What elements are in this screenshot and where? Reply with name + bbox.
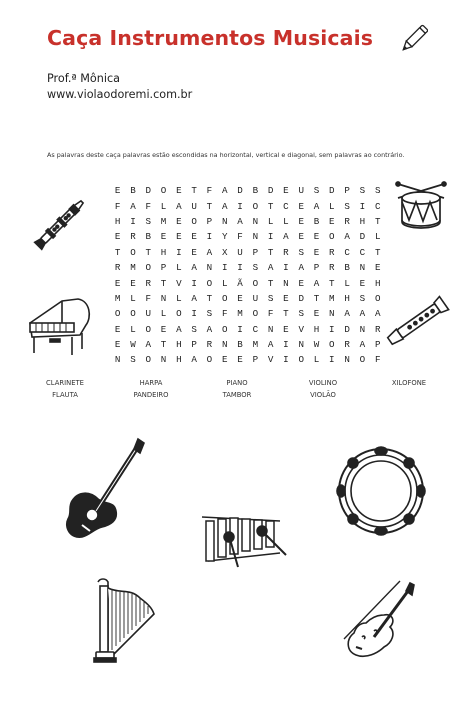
grid-letter: R [329, 262, 335, 274]
grid-letter: I [237, 200, 243, 212]
grid-letter: U [145, 308, 151, 320]
grid-letter: A [237, 215, 243, 227]
grid-row [110, 337, 385, 352]
grid-letter: L [267, 215, 274, 227]
grid-letter: S [359, 292, 366, 304]
grid-letter: P [191, 339, 197, 351]
grid-letter: A [344, 231, 350, 243]
grid-letter: R [145, 277, 151, 289]
grid-letter: O [329, 339, 335, 351]
word-item: CLARINETE [46, 379, 84, 387]
word-search-grid [110, 183, 385, 368]
grid-letter: P [252, 354, 259, 366]
grid-letter: T [145, 246, 151, 258]
grid-letter: A [359, 339, 366, 351]
grid-letter: L [221, 277, 228, 289]
grid-letter: U [298, 185, 304, 197]
grid-letter: O [145, 323, 151, 335]
grid-letter: T [313, 292, 320, 304]
grid-row [110, 275, 385, 290]
grid-letter: I [283, 339, 289, 351]
grid-letter: E [114, 231, 121, 243]
grid-letter: W [313, 339, 320, 351]
grid-letter: C [344, 246, 350, 258]
grid-letter: E [283, 323, 289, 335]
grid-letter: L [160, 308, 167, 320]
grid-letter: O [130, 246, 136, 258]
grid-letter: L [160, 200, 167, 212]
grid-letter: O [329, 231, 335, 243]
grid-letter: R [283, 246, 289, 258]
grid-letter: H [160, 246, 167, 258]
grid-letter: A [221, 200, 228, 212]
grid-letter: E [313, 308, 320, 320]
grid-letter: O [130, 308, 136, 320]
grid-letter: E [298, 200, 304, 212]
grid-letter: Y [221, 231, 228, 243]
grid-letter: E [283, 292, 289, 304]
grid-letter: E [160, 231, 167, 243]
grid-letter: R [344, 339, 350, 351]
grid-letter: L [176, 262, 182, 274]
grid-letter: E [191, 231, 197, 243]
pencil-icon [400, 24, 428, 54]
grid-letter: M [130, 262, 136, 274]
author-info [47, 71, 192, 103]
grid-letter: U [252, 292, 259, 304]
grid-letter: E [176, 231, 182, 243]
grid-letter: N [329, 308, 335, 320]
word-item: HARPA [139, 379, 163, 387]
grid-letter: O [298, 354, 304, 366]
grid-letter: I [130, 215, 136, 227]
grid-letter: E [176, 185, 182, 197]
grid-letter: P [206, 215, 213, 227]
grid-letter: A [374, 308, 381, 320]
grid-letter: E [221, 354, 228, 366]
grid-letter: O [191, 215, 197, 227]
grid-letter: A [191, 354, 197, 366]
grid-letter: R [206, 339, 213, 351]
grid-letter: P [252, 246, 259, 258]
grid-letter: O [221, 323, 228, 335]
grid-letter: R [374, 323, 381, 335]
grid-row [110, 214, 385, 229]
xylophone-icon [196, 497, 290, 571]
grid-letter: T [206, 292, 213, 304]
grid-letter: P [344, 185, 350, 197]
grid-letter: H [359, 215, 366, 227]
word-column [366, 377, 452, 401]
grid-letter: A [176, 200, 182, 212]
grid-row [110, 322, 385, 337]
grid-letter: I [267, 231, 274, 243]
grid-letter: A [191, 262, 197, 274]
grid-letter: O [176, 308, 182, 320]
grid-letter: E [298, 277, 304, 289]
grid-letter: B [130, 185, 136, 197]
grid-letter: O [374, 292, 381, 304]
grid-letter: E [114, 339, 121, 351]
grid-row [110, 198, 385, 213]
grid-letter: O [145, 354, 151, 366]
grid-letter: T [374, 246, 381, 258]
grid-letter: A [191, 292, 197, 304]
grid-letter: F [267, 308, 274, 320]
grid-letter: F [145, 200, 151, 212]
clarinet-icon [22, 188, 94, 264]
grid-letter: D [267, 185, 274, 197]
grid-letter: R [329, 246, 335, 258]
grid-letter: E [313, 246, 320, 258]
grid-letter: R [114, 262, 121, 274]
tambourine-icon [333, 443, 429, 539]
grid-letter: O [252, 277, 259, 289]
grid-letter: E [191, 246, 197, 258]
grid-letter: H [176, 339, 182, 351]
grid-letter: S [298, 246, 304, 258]
grid-letter: N [359, 323, 366, 335]
grid-letter: H [344, 292, 350, 304]
grid-letter: E [237, 292, 243, 304]
grid-letter: S [298, 308, 304, 320]
grid-letter: E [298, 215, 304, 227]
grid-letter: A [176, 323, 182, 335]
word-item: TAMBOR [222, 391, 252, 399]
grid-letter: E [130, 277, 136, 289]
grid-row [110, 306, 385, 321]
grid-letter: E [114, 277, 121, 289]
grid-letter: F [221, 308, 228, 320]
grid-letter: F [114, 200, 121, 212]
grid-letter: E [114, 323, 121, 335]
violin-icon [340, 577, 420, 663]
grid-letter: A [359, 308, 366, 320]
grid-letter: B [145, 231, 151, 243]
grid-letter: D [237, 185, 243, 197]
grid-letter: T [267, 246, 274, 258]
grid-letter: L [283, 215, 289, 227]
grid-letter: O [221, 292, 228, 304]
grid-letter: A [206, 323, 213, 335]
grid-letter: F [374, 354, 381, 366]
grid-letter: S [267, 292, 274, 304]
grid-row [110, 352, 385, 367]
grid-letter: T [114, 246, 121, 258]
grid-letter: I [176, 246, 182, 258]
grid-letter: M [114, 292, 121, 304]
grid-letter: C [374, 200, 381, 212]
grid-letter: E [176, 215, 182, 227]
word-list [22, 377, 452, 401]
grid-letter: I [283, 262, 289, 274]
grid-letter: R [344, 215, 350, 227]
grid-letter: E [313, 231, 320, 243]
word-item: XILOFONE [391, 379, 427, 387]
grid-letter: T [267, 200, 274, 212]
grid-letter: S [206, 308, 213, 320]
grid-letter: I [191, 277, 197, 289]
grid-letter: N [252, 215, 259, 227]
grid-letter: S [130, 354, 136, 366]
grid-letter: S [374, 185, 381, 197]
grid-letter: M [252, 339, 259, 351]
grid-letter: E [237, 354, 243, 366]
grid-letter: T [160, 339, 167, 351]
grid-letter: S [252, 262, 259, 274]
grid-letter: M [160, 215, 167, 227]
grid-letter: N [267, 323, 274, 335]
grid-letter: D [298, 292, 304, 304]
grid-letter: E [283, 185, 289, 197]
grid-letter: A [267, 262, 274, 274]
word-item: PANDEIRO [133, 391, 169, 399]
word-column [280, 377, 366, 401]
grid-letter: O [145, 262, 151, 274]
grid-letter: N [221, 215, 228, 227]
word-item: VIOLINO [308, 379, 338, 387]
grid-letter: V [298, 323, 304, 335]
grid-letter: P [160, 262, 167, 274]
grid-letter: O [252, 308, 259, 320]
grid-letter: E [329, 215, 335, 227]
grid-letter: P [374, 339, 381, 351]
grid-letter: L [130, 292, 136, 304]
grid-letter: E [298, 231, 304, 243]
grid-letter: N [283, 277, 289, 289]
grid-letter: O [359, 354, 366, 366]
grid-letter: A [313, 277, 320, 289]
grid-letter: N [344, 354, 350, 366]
instructions-text: As palavras deste caça palavras estão escondidas na horizontal, vertical e diagonal, sem palavras ao contrário. [47, 151, 405, 159]
author-name: Prof.ª Mônica [47, 72, 120, 85]
grid-letter: F [237, 231, 243, 243]
grid-letter: O [206, 354, 213, 366]
page-title: Caça Instrumentos Musicais [47, 26, 374, 50]
grid-row [110, 291, 385, 306]
grid-letter: H [176, 354, 182, 366]
grid-letter: T [191, 185, 197, 197]
grid-letter: M [329, 292, 335, 304]
grid-letter: O [206, 277, 213, 289]
grid-letter: B [237, 339, 243, 351]
grid-letter: N [206, 262, 213, 274]
author-website: www.violaodoremi.com.br [47, 88, 193, 101]
grid-letter: S [191, 323, 197, 335]
grid-letter: E [114, 185, 121, 197]
grid-letter: A [206, 246, 213, 258]
grid-letter: E [359, 277, 366, 289]
grid-letter: U [191, 200, 197, 212]
grid-letter: I [221, 262, 228, 274]
grid-letter: I [329, 323, 335, 335]
grid-letter: Ã [237, 277, 243, 289]
grid-letter: S [344, 200, 350, 212]
grid-letter: A [313, 200, 320, 212]
grid-letter: T [283, 308, 289, 320]
grid-letter: H [374, 277, 381, 289]
grid-letter: D [344, 323, 350, 335]
word-column [194, 377, 280, 401]
grid-letter: T [267, 277, 274, 289]
grid-letter: D [359, 231, 366, 243]
grid-letter: B [344, 262, 350, 274]
grid-letter: S [145, 215, 151, 227]
grid-letter: E [374, 262, 381, 274]
word-column [108, 377, 194, 401]
grid-letter: H [114, 215, 121, 227]
grid-letter: I [329, 354, 335, 366]
grid-letter: C [283, 200, 289, 212]
grid-letter: S [359, 185, 366, 197]
grid-letter: L [313, 354, 320, 366]
grid-letter: N [160, 354, 167, 366]
grid-letter: O [160, 185, 167, 197]
grid-letter: T [374, 215, 381, 227]
grid-letter: F [145, 292, 151, 304]
grid-row [110, 260, 385, 275]
grid-letter: L [374, 231, 381, 243]
grid-letter: I [359, 200, 366, 212]
grid-letter: I [237, 262, 243, 274]
grid-letter: T [206, 200, 213, 212]
grid-letter: N [298, 339, 304, 351]
recorder-flute-icon [382, 294, 452, 350]
grid-letter: B [313, 215, 320, 227]
grid-letter: A [283, 231, 289, 243]
grid-letter: X [221, 246, 228, 258]
word-item: PIANO [226, 379, 248, 387]
grid-letter: A [221, 185, 228, 197]
grid-letter: T [160, 277, 167, 289]
grid-letter: P [313, 262, 320, 274]
guitar-icon [58, 435, 150, 541]
grid-letter: B [252, 185, 259, 197]
grid-letter: L [130, 323, 136, 335]
harp-icon [84, 574, 162, 664]
grid-letter: I [283, 354, 289, 366]
grid-letter: N [221, 339, 228, 351]
grid-letter: A [298, 262, 304, 274]
grid-letter: R [130, 231, 136, 243]
grid-letter: H [313, 323, 320, 335]
grid-letter: O [252, 200, 259, 212]
grid-letter: T [329, 277, 335, 289]
grid-letter: V [267, 354, 274, 366]
grid-letter: N [252, 231, 259, 243]
grid-letter: D [145, 185, 151, 197]
grid-letter: I [206, 231, 213, 243]
grid-letter: L [329, 200, 335, 212]
grid-letter: O [114, 308, 121, 320]
drum-icon [390, 180, 452, 236]
grid-letter: A [344, 308, 350, 320]
grid-letter: I [237, 323, 243, 335]
grid-letter: F [206, 185, 213, 197]
word-item: VIOLÃO [310, 391, 336, 399]
grid-letter: U [237, 246, 243, 258]
grid-letter: V [176, 277, 182, 289]
grid-letter: I [191, 308, 197, 320]
word-item: FLAUTA [52, 391, 78, 399]
grid-letter: A [145, 339, 151, 351]
grid-letter: A [267, 339, 274, 351]
grid-letter: A [130, 200, 136, 212]
grid-letter: S [313, 185, 320, 197]
piano-icon [22, 297, 94, 359]
grid-letter: E [160, 323, 167, 335]
grid-letter: N [359, 262, 366, 274]
grid-letter: N [114, 354, 121, 366]
grid-row [110, 183, 385, 198]
grid-letter: M [237, 308, 243, 320]
grid-letter: C [252, 323, 259, 335]
grid-row [110, 245, 385, 260]
grid-letter: N [160, 292, 167, 304]
grid-letter: L [176, 292, 182, 304]
grid-row [110, 229, 385, 244]
grid-letter: L [344, 277, 350, 289]
grid-letter: W [130, 339, 136, 351]
grid-letter: C [359, 246, 366, 258]
grid-letter: D [329, 185, 335, 197]
word-column [22, 377, 108, 401]
